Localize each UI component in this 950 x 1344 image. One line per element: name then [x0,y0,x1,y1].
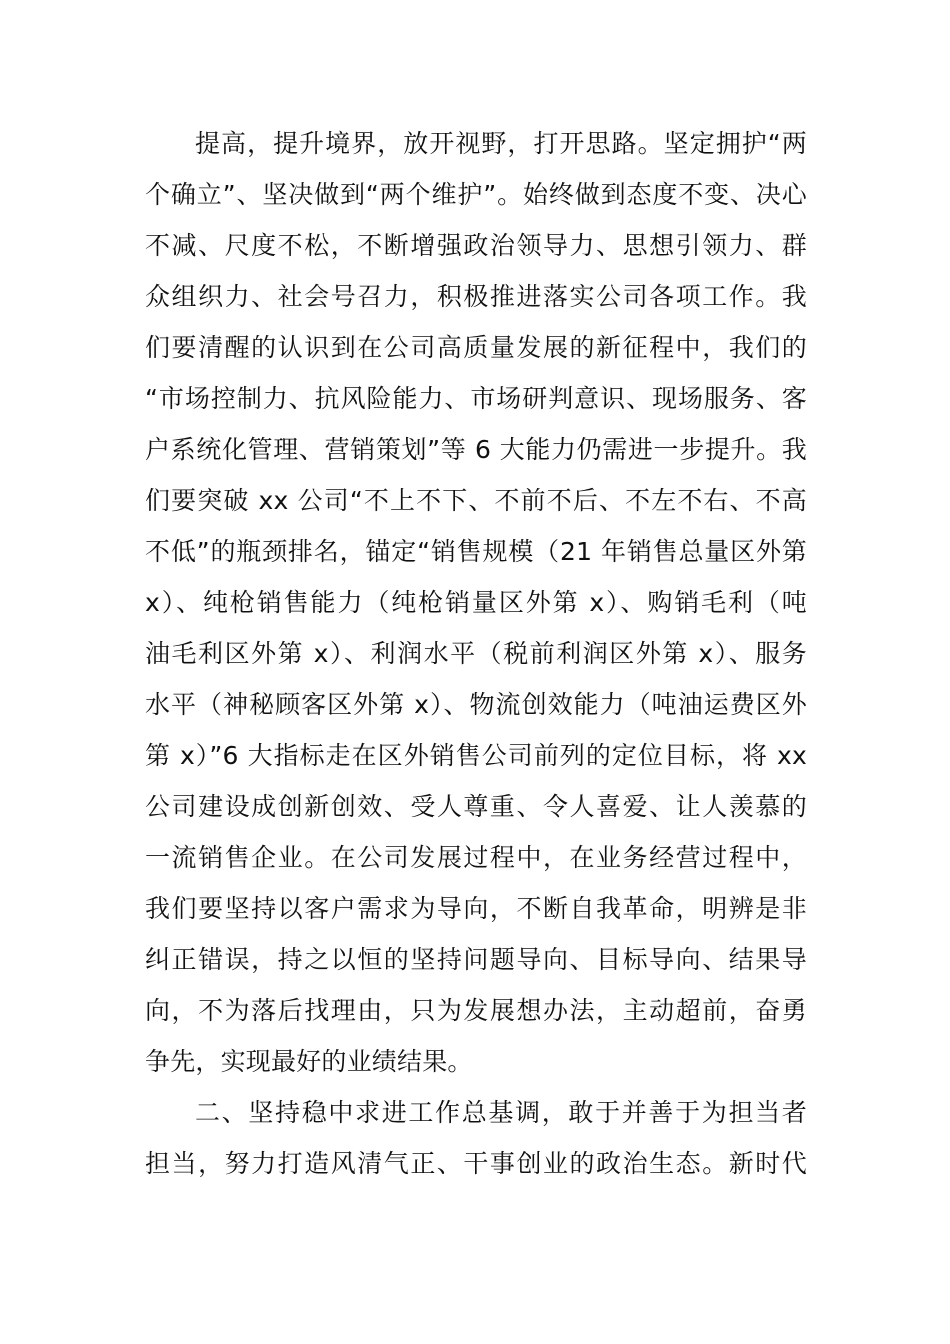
paragraph-1-line-16: 我们要坚持以客户需求为导向，不断自我革命，明辨是非 [145,894,807,923]
paragraph-1-line-1: 提高，提升境界，放开视野，打开思路。坚定拥护“两 [195,129,807,158]
paragraph-1-line-19: 争先，实现最好的业绩结果。 [145,1047,473,1076]
paragraph-1-line-6: “市场控制力、抗风险能力、市场研判意识、现场服务、客 [145,384,807,413]
paragraph-1-line-13: 第 x）”6 大指标走在区外销售公司前列的定位目标，将 xx [145,741,807,770]
paragraph-1-line-18: 向，不为落后找理由，只为发展想办法，主动超前，奋勇 [145,996,807,1025]
paragraph-1-line-4: 众组织力、社会号召力，积极推进落实公司各项工作。我 [145,282,807,311]
paragraph-1-line-2: 个确立”、坚决做到“两个维护”。始终做到态度不变、决心 [145,180,807,209]
paragraph-1-line-9: 不低”的瓶颈排名，锚定“销售规模（21 年销售总量区外第 [145,537,807,566]
paragraph-1-line-11: 油毛利区外第 x）、利润水平（税前利润区外第 x）、服务 [145,639,807,668]
paragraph-1-line-5: 们要清醒的认识到在公司高质量发展的新征程中，我们的 [145,333,807,362]
paragraph-1-line-15: 一流销售企业。在公司发展过程中，在业务经营过程中， [145,843,807,872]
paragraph-1-line-8: 们要突破 xx 公司“不上不下、不前不后、不左不右、不高 [145,486,807,515]
paragraph-1-line-14: 公司建设成创新创效、受人尊重、令人喜爱、让人羡慕的 [145,792,807,821]
paragraph-1-line-17: 纠正错误，持之以恒的坚持问题导向、目标导向、结果导 [145,945,807,974]
paragraph-1-line-7: 户系统化管理、营销策划”等 6 大能力仍需进一步提升。我 [145,435,807,464]
paragraph-2-line-2: 担当，努力打造风清气正、干事创业的政治生态。新时代 [145,1149,807,1178]
paragraph-1-line-12: 水平（神秘顾客区外第 x）、物流创效能力（吨油运费区外 [145,690,807,719]
paragraph-1-line-3: 不减、尺度不松，不断增强政治领导力、思想引领力、群 [145,231,807,260]
paragraph-1-line-10: x）、纯枪销售能力（纯枪销量区外第 x）、购销毛利（吨 [145,588,807,617]
paragraph-2-line-1: 二、坚持稳中求进工作总基调，敢于并善于为担当者 [195,1098,807,1127]
